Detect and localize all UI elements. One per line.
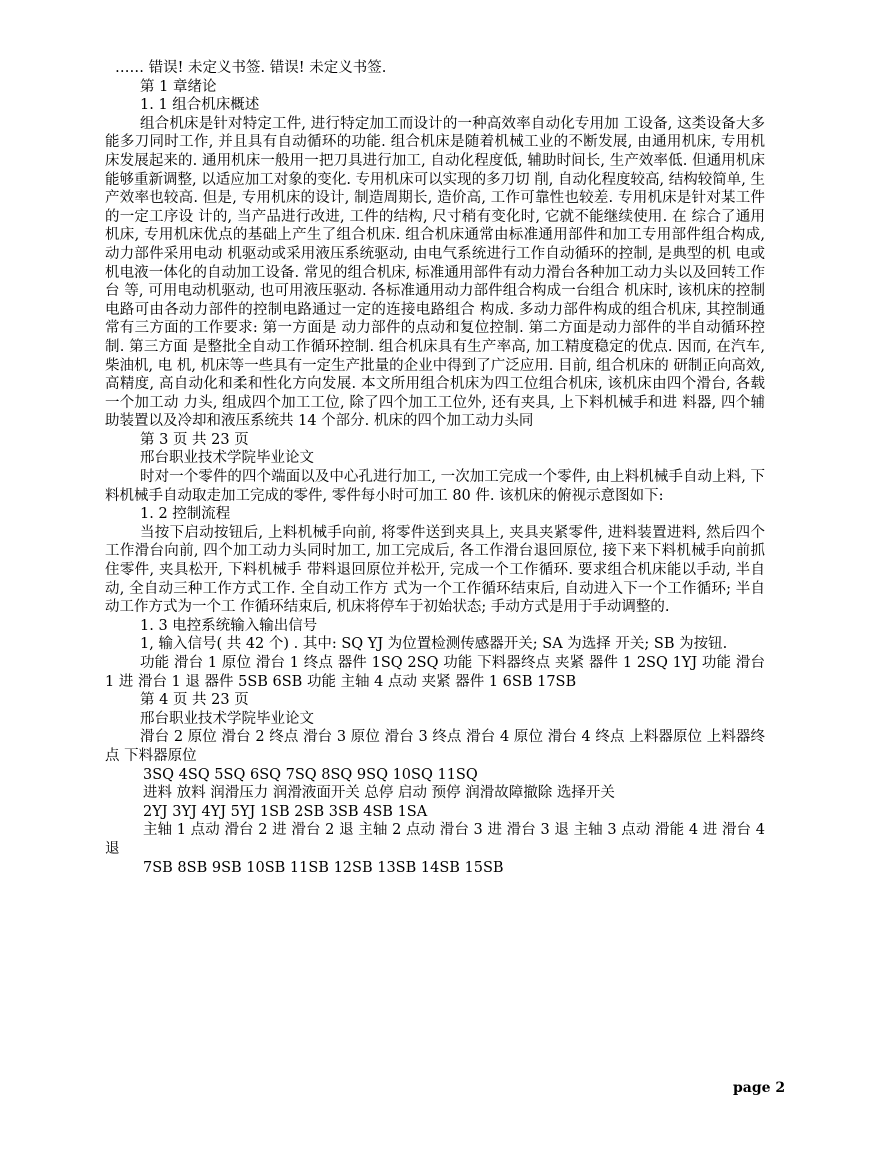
signal-table-line: 2YJ 3YJ 4YJ 5YJ 1SB 2SB 3SB 4SB 1SA [143,803,428,820]
paragraph: 组合机床是针对特定工件, 进行特定加工而设计的一种高效率自动化专用加 工设备, 这类设备大多能多刀同时工作, 并且具有自动循环的功能. 组合机床是随着机械工业的不断发展, 由通用机床, 专用机床发展起来的. 通用机床一般用一把刀具进行加工, 自动化程度低, 辅助时间长, 生产效率低. 但通用机床能够重新调整, 以适应加工对象的变化. 专用机床可以实现的多刀切 削, 自动化程度较高, 结构较简单, 生产效率也较高. 但是, 专用机床的设计, 制造周期长, 造价高, 工作可靠性也较差. 专用机床是针对某工件的一定工序设 计的, 当产品进行改进, 工件的结构, 尺寸稍有变化时, 它就不能继续使用. 在 综合了通用机床, 专用机床优点的基础上产生了组合机床. 组合机床通常由标准通用部件和加工专用部件组合构成, 动力部件采用电动 机驱动或采用液压系统驱动, 由电气系统进行工作自动循环的控制, 是典型的机 电或机电液一体化的自动加工设备. 常见的组合机床, 标准通用部件有动力滑台各种加工动力头以及回转工作台 等, 可用电动机驱动, 也可用液压驱动. 各标准通用动力部件组合构成一台组合 机床时, 该机床的控制电路可由各动力部件的控制电路通过一定的连接电路组合 构成. 多动力部件构成的组合机床, 其控制通常有三方面的工作要求: 第一方面是 动力部件的点动和复位控制. 第二方面是动力部件的半自动循环控制. 第三方面 是整批全自动工作循环控制. 组合机床具有生产率高, 加工精度稳定的优点. 因而, 在汽车, 柴油机, 电 机, 机床等一些具有一定生产批量的企业中得到了广泛应用. 目前, 组合机床的 研制正向高效, 高精度, 高自动化和柔和性化方向发展. 本文所用组合机床为四工位组合机床, 该机床由四个滑台, 各载一个加工动 力头, 组成四个加工工位, 除了四个加工工位外, 还有夹具, 上下料机械手和进 料器, 四个辅助装置以及冷却和液压系统共 14 个部分. 机床的四个加工动力头同 [105,115,765,430]
page-number-line: 第 3 页 共 23 页 [140,431,249,448]
signal-table-line: 7SB 8SB 9SB 10SB 11SB 12SB 13SB 14SB 15SB [143,859,504,876]
section-heading: 1. 1 组合机床概述 [140,97,260,114]
toc-error-line: …… 错误! 未定义书签. 错误! 未定义书签. [115,60,387,76]
signal-table-line: 主轴 1 点动 滑台 2 进 滑台 2 退 主轴 2 点动 滑台 3 进 滑台 3 退 主轴 3 点动 滑能 4 进 滑台 4 退 [105,822,765,857]
paragraph: 时对一个零件的四个端面以及中心孔进行加工, 一次加工完成一个零件, 由上料机械手自动上料, 下料机械手自动取走加工完成的零件, 零件每小时可加工 80 件. 该机床的俯视示意图如下: [105,469,765,504]
section-heading: 1. 3 电控系统输入输出信号 [140,617,318,634]
paragraph: 当按下启动按钮后, 上料机械手向前, 将零件送到夹具上, 夹具夹紧零件, 进料装置进料, 然后四个工作滑台向前, 四个加工动力头同时加工, 加工完成后, 各工作滑台退回原位, 接下来下料机械手向前抓住零件, 夹具松开, 下料机械手 带料退回原位并松开, 完成一个工作循环. 要求组合机床能以手动, 半自动, 全自动三种工作方式工作. 全自动工作方 式为一个工作循环结束后, 自动进入下一个工作循环; 半自动工作方式为一个工 作循环结束后, 机床将停车于初始状态; 手动方式是用于手动调整的. [105,524,765,616]
page-number-line: 第 4 页 共 23 页 [140,692,249,709]
paragraph: 1, 输入信号( 共 42 个) . 其中: SQ YJ 为位置检测传感器开关; SA 为选择 开关; SB 为按钮. [140,636,728,653]
signal-table-line: 进料 放料 润滑压力 润滑液面开关 总停 启动 预停 润滑故障撤除 选择开关 [143,785,615,802]
document-body [105,59,765,877]
page-footer-label: page 2 [733,1080,786,1096]
chapter-heading: 第 1 章绪论 [140,78,217,95]
signal-table-line: 功能 滑台 1 原位 滑台 1 终点 器件 1SQ 2SQ 功能 下料器终点 夹紧 器件 1 2SQ 1YJ 功能 滑台 1 进 滑台 1 退 器件 5SB 6SB 功能 主轴 4 点动 夹紧 器件 1 6SB 17SB [105,655,765,690]
running-header: 邢台职业技术学院毕业论文 [140,710,314,727]
signal-table-line: 滑台 2 原位 滑台 2 终点 滑台 3 原位 滑台 3 终点 滑台 4 原位 滑台 4 终点 上料器原位 上料器终点 下料器原位 [105,729,765,764]
signal-table-line: 3SQ 4SQ 5SQ 6SQ 7SQ 8SQ 9SQ 10SQ 11SQ [143,766,478,783]
running-header: 邢台职业技术学院毕业论文 [140,450,314,467]
section-heading: 1. 2 控制流程 [140,506,231,523]
